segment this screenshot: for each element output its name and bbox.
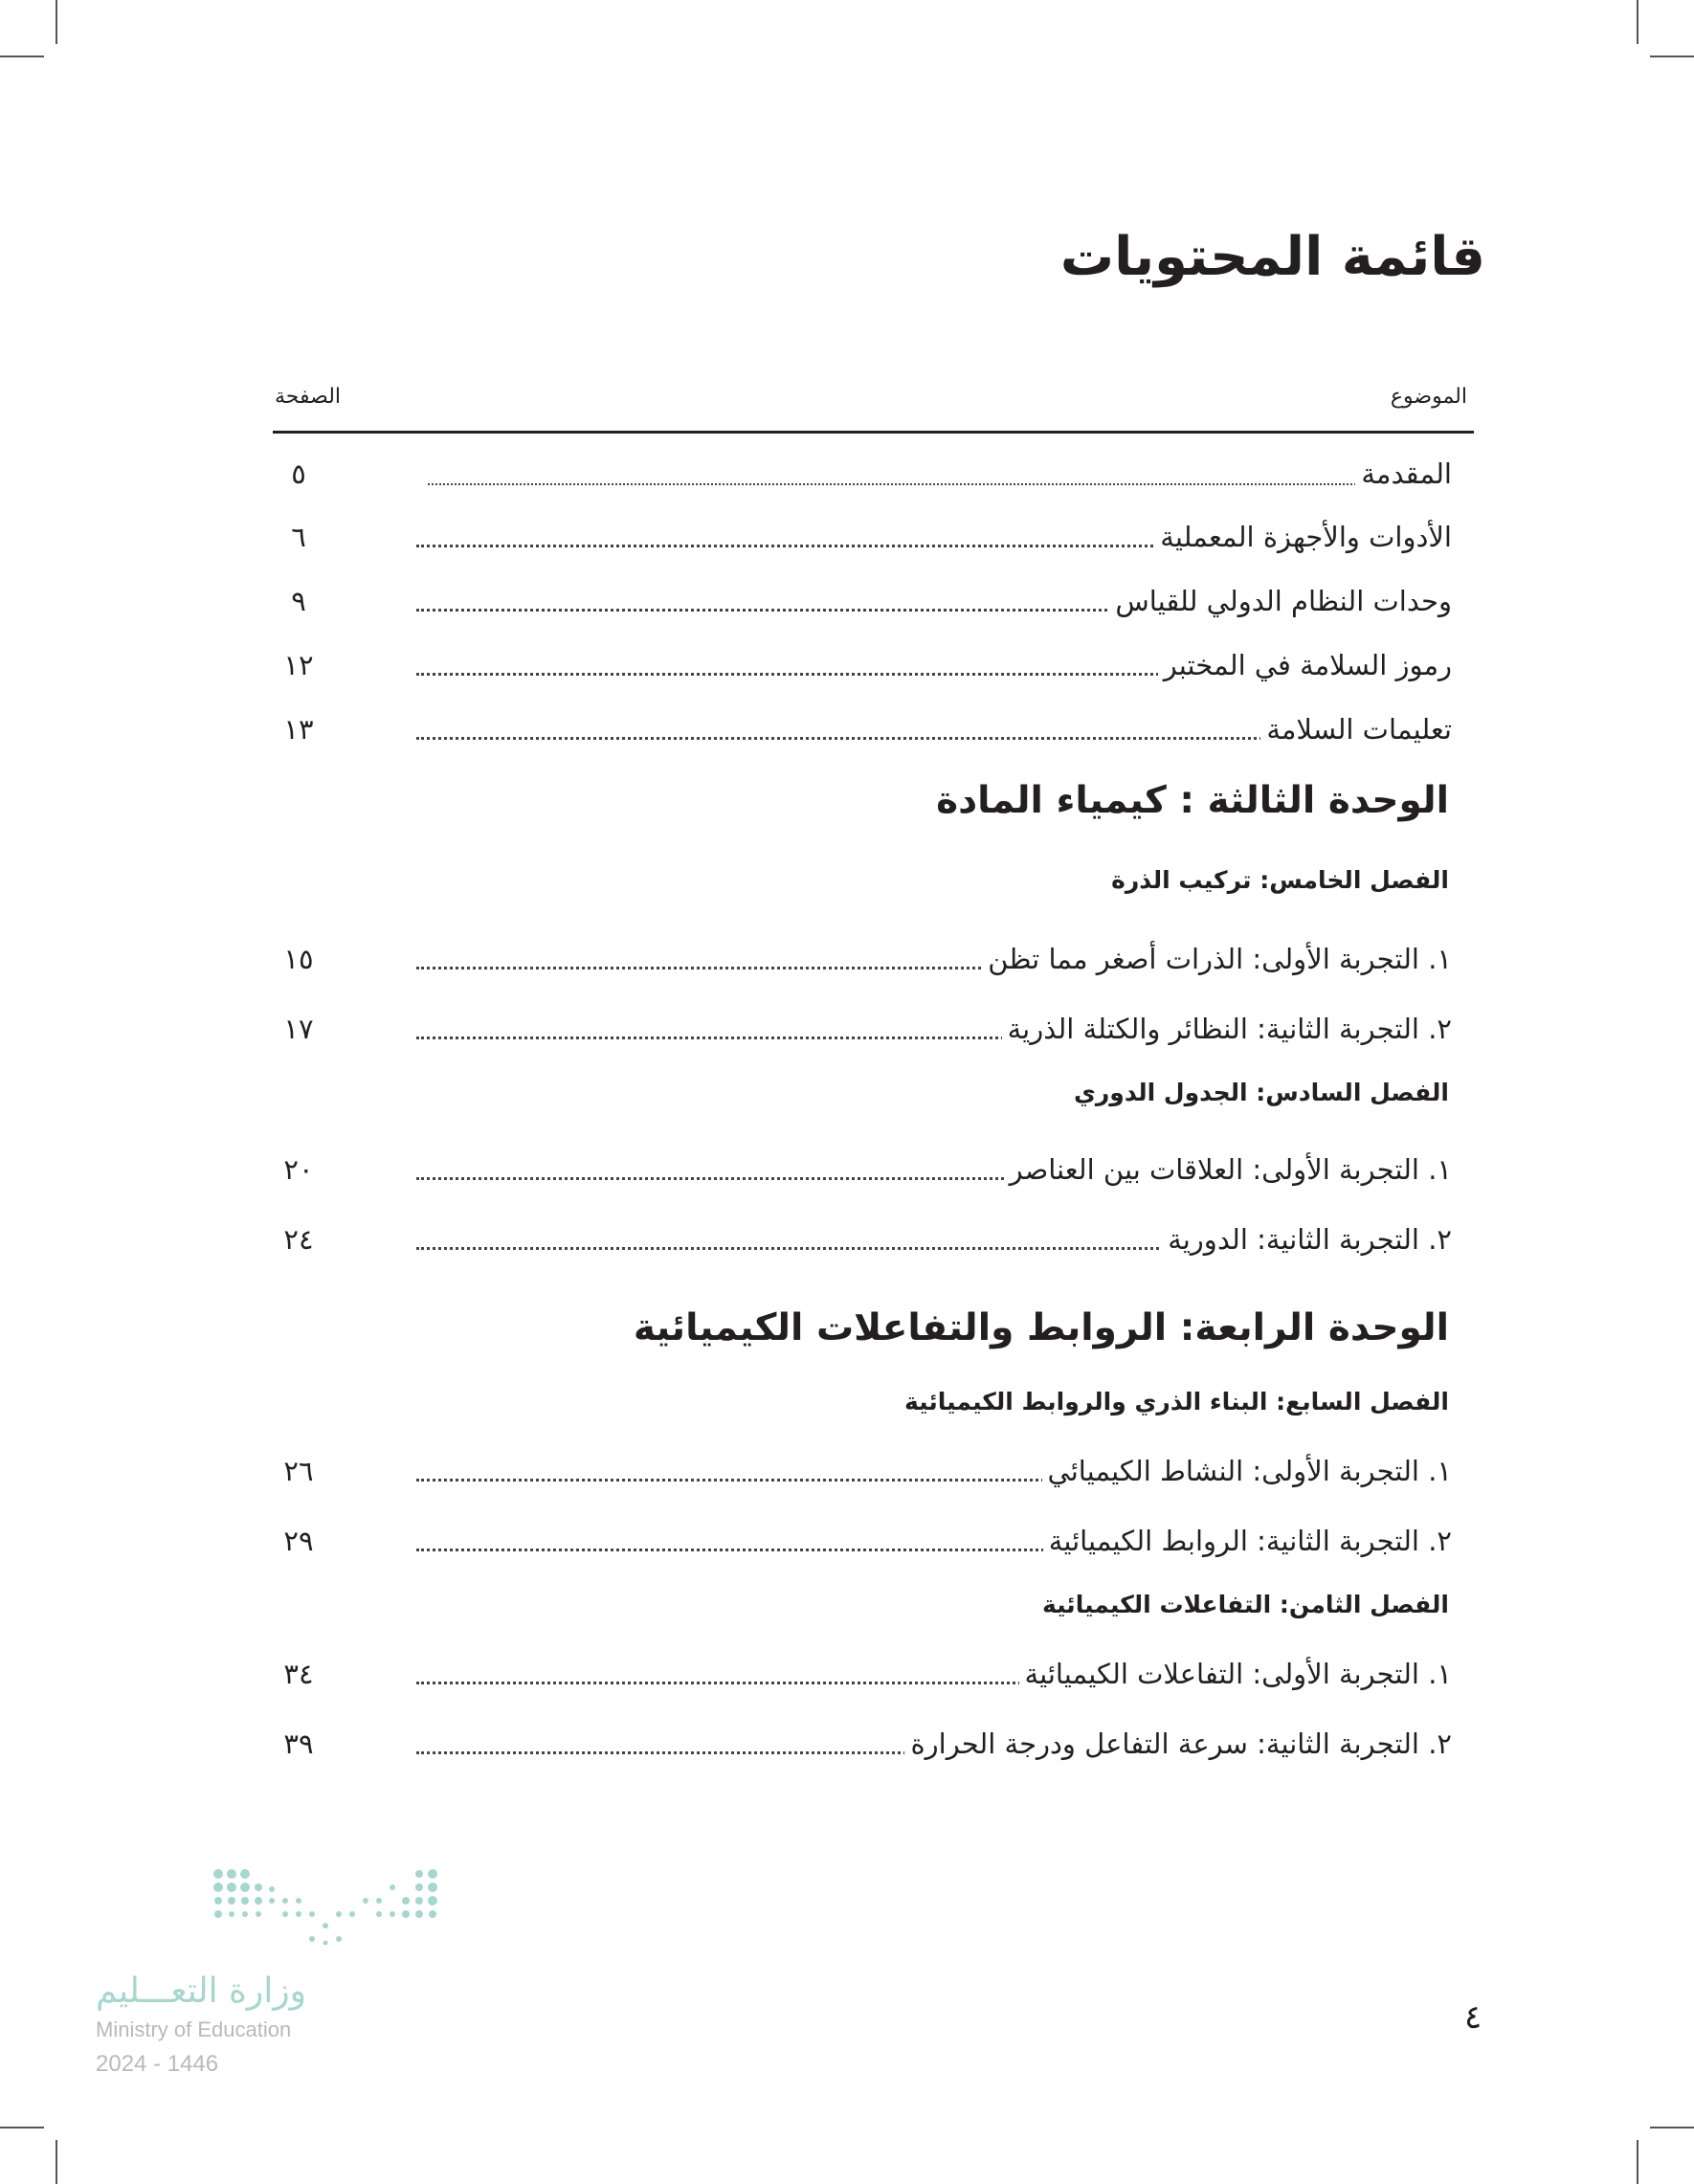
- toc-entry-page: ٩: [291, 585, 306, 617]
- unit-heading: الوحدة الرابعة: الروابط والتفاعلات الكيميائية: [633, 1306, 1449, 1349]
- crop-mark-top-right: [1637, 0, 1638, 44]
- crop-mark-bottom-left-h: [0, 2127, 44, 2128]
- toc-entry-label: رموز السلامة في المختبر: [1158, 641, 1452, 689]
- toc-entry-label: ٢. التجربة الثانية: سرعة التفاعل ودرجة الحرارة: [904, 1720, 1452, 1768]
- toc-entry-experiment[interactable]: [416, 1005, 1452, 1053]
- crop-mark-top-left-h: [0, 56, 44, 57]
- page-column-header: الصفحة: [275, 385, 342, 409]
- header-divider: [273, 431, 1474, 434]
- dot-leader: [428, 483, 1452, 485]
- toc-entry-safety-symbols[interactable]: [416, 641, 1452, 689]
- toc-entry-experiment[interactable]: [416, 1720, 1452, 1768]
- toc-entry-label: الأدوات والأجهزة المعملية: [1154, 513, 1452, 561]
- toc-entry-label: ١. التجربة الأولى: النشاط الكيميائي: [1042, 1447, 1452, 1495]
- toc-entry-page: ١٣: [283, 713, 314, 746]
- toc-entry-experiment[interactable]: [416, 935, 1452, 983]
- toc-entry-label: ٢. التجربة الثانية: الدورية: [1162, 1215, 1452, 1263]
- moe-dots-logo-icon: [211, 1866, 450, 1952]
- toc-entry-page: ٢٤: [283, 1223, 314, 1256]
- chapter-heading: الفصل السادس: الجدول الدوري: [1073, 1079, 1449, 1106]
- crop-mark-bottom-left: [56, 2140, 57, 2184]
- crop-mark-bottom-right-h: [1650, 2127, 1694, 2128]
- toc-entry-page: ٦: [291, 521, 306, 553]
- toc-entry-page: ١٧: [283, 1013, 314, 1045]
- toc-entry-page: ٥: [291, 457, 306, 490]
- toc-entry-label: ١. التجربة الأولى: العلاقات بين العناصر: [1004, 1146, 1452, 1193]
- toc-entry-page: ٣٤: [283, 1658, 314, 1690]
- toc-entry-si-units[interactable]: [416, 577, 1452, 625]
- toc-entry-label: تعليمات السلامة: [1260, 705, 1452, 753]
- toc-entry-label: ٢. التجربة الثانية: النظائر والكتلة الذرية: [1002, 1005, 1452, 1053]
- toc-entry-label: وحدات النظام الدولي للقياس: [1109, 577, 1452, 625]
- unit-heading: الوحدة الثالثة : كيمياء المادة: [936, 779, 1449, 822]
- toc-entry-experiment[interactable]: [416, 1146, 1452, 1193]
- crop-mark-top-left: [56, 0, 57, 44]
- toc-entry-page: ٢٠: [283, 1153, 314, 1186]
- chapter-heading: الفصل السابع: البناء الذري والروابط الكيميائية: [903, 1388, 1449, 1415]
- toc-entry-intro[interactable]: [416, 450, 1452, 498]
- topic-column-header: الموضوع: [1390, 385, 1467, 409]
- toc-entry-experiment[interactable]: [416, 1517, 1452, 1565]
- toc-entry-experiment[interactable]: [416, 1447, 1452, 1495]
- toc-entry-page: ١٥: [283, 943, 314, 975]
- toc-entry-label: المقدمة: [1355, 450, 1452, 498]
- toc-entry-experiment[interactable]: [416, 1215, 1452, 1263]
- toc-entry-page: ٣٩: [283, 1727, 314, 1760]
- toc-entry-page: ٢٩: [283, 1525, 314, 1557]
- toc-entry-lab-tools[interactable]: [416, 513, 1452, 561]
- ministry-name-arabic: وزارة التعـــليم: [96, 1972, 307, 2011]
- page-title: قائمة المحتويات: [1059, 226, 1485, 288]
- toc-entry-experiment[interactable]: [416, 1650, 1452, 1698]
- ministry-name-english: Ministry of Education: [96, 2017, 292, 2041]
- crop-mark-bottom-right: [1637, 2140, 1638, 2184]
- toc-entry-page: ١٢: [283, 649, 314, 681]
- edition-year: 2024 - 1446: [96, 2051, 219, 2077]
- toc-entry-page: ٢٦: [283, 1455, 314, 1487]
- toc-entry-label: ١. التجربة الأولى: التفاعلات الكيميائية: [1019, 1650, 1452, 1698]
- chapter-heading: الفصل الخامس: تركيب الذرة: [1111, 866, 1449, 894]
- toc-entry-label: ١. التجربة الأولى: الذرات أصغر مما تظن: [982, 935, 1452, 983]
- toc-entry-safety-instructions[interactable]: [416, 705, 1452, 753]
- toc-entry-label: ٢. التجربة الثانية: الروابط الكيميائية: [1043, 1517, 1452, 1565]
- crop-mark-top-right-h: [1650, 56, 1694, 57]
- chapter-heading: الفصل الثامن: التفاعلات الكيميائية: [1041, 1591, 1449, 1618]
- page-number: ٤: [1464, 1998, 1482, 2037]
